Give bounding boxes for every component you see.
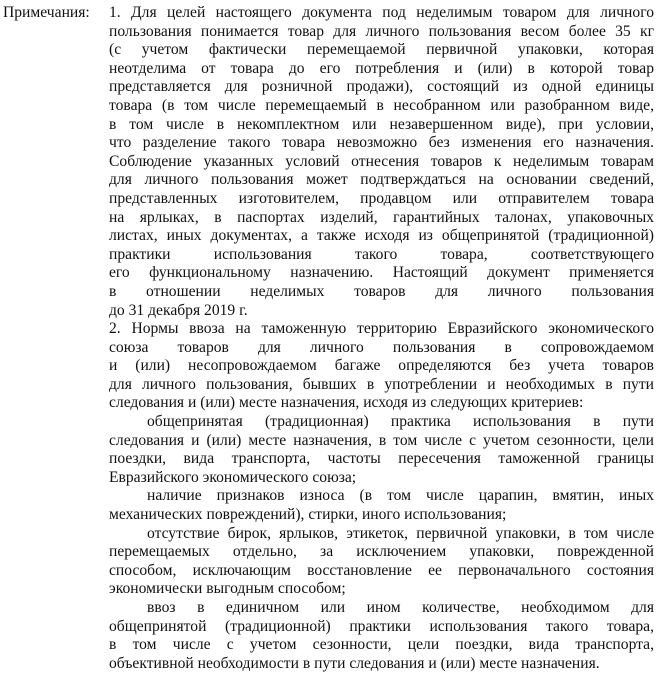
text-line: неотделима от товара до его потребления и (или) в которой товар <box>109 59 654 77</box>
text-line: листах, иных документах, а также исходя из общепринятой (традиционной) <box>109 227 654 245</box>
text-line: представленных изготовителем, продавцом или отправителем товара <box>109 189 654 207</box>
text-line: и (или) несопровождаемом багаже определяются без учета товаров <box>109 357 654 375</box>
notes-label: Примечания: <box>3 4 90 21</box>
text-line: 2. Нормы ввоза на таможенную территорию Евразийского экономического <box>109 320 654 338</box>
text-line: ввоз в единичном или ином количестве, необходимом для <box>147 599 654 616</box>
text-line: для личного пользования может подтверждаться на основании сведений, <box>109 171 654 189</box>
text-line: поездки, вида транспорта, частоты пересечения таможенной границы <box>109 450 654 468</box>
text-line: в том числе с учетом сезонности, цели поездки, вида транспорта, <box>109 636 654 654</box>
text-line: экономически выгодным способом; <box>109 580 346 598</box>
text-line: практики использования такого товара, соответствующего <box>109 245 654 263</box>
text-line: товара (в том числе перемещаемый в несобранном или разобранном виде, <box>109 96 654 114</box>
text-line: наличие признаков износа (в том числе царапин, вмятин, иных <box>147 487 654 505</box>
notes-body <box>109 4 654 673</box>
text-line: Соблюдение указанных условий отнесения товаров к неделимым товарам <box>109 152 654 170</box>
text-line: в том числе в некомплектном или незавершенном виде), при условии, <box>109 115 654 133</box>
text-line: представляется для розничной продажи), состоящий из одной единицы <box>109 78 654 96</box>
text-line: общепринятой (традиционной) практики использования такого товара, <box>109 617 654 635</box>
text-line: в отношении неделимых товаров для личного пользования <box>109 282 654 300</box>
text-line: следования и (или) месте назначения, исходя из следующих критериев: <box>109 394 584 412</box>
text-line: пользования понимается товар для личного пользования весом более 35 кг <box>109 22 654 40</box>
text-line: его функциональному назначению. Настоящий документ применяется <box>109 264 654 282</box>
text-line: для личного пользования, бывших в употреблении и необходимых в пути <box>109 375 654 393</box>
text-line: следования и (или) месте назначения, в том числе с учетом сезонности, цели <box>109 431 654 449</box>
text-line: (с учетом фактически перемещаемой первичной упаковки, которая <box>109 41 654 59</box>
text-line: 1. Для целей настоящего документа под неделимым товаром для личного <box>109 4 654 21</box>
text-line: механических повреждений), стирки, иного использования; <box>109 506 507 524</box>
text-line: что разделение такого товара невозможно без изменения его назначения. <box>109 134 654 152</box>
text-line: перемещаемых отдельно, за исключением упаковки, поврежденной <box>109 543 654 561</box>
text-line: способом, исключающим восстановление ее первоначального состояния <box>109 561 654 579</box>
text-line: общепринятая (традиционная) практика использования в пути <box>147 413 654 431</box>
text-line: на ярлыках, в паспортах изделий, гарантийных талонах, упаковочных <box>109 208 654 226</box>
text-line: объективной необходимости в пути следования и (или) месте назначения. <box>109 654 600 672</box>
text-line: союза товаров для личного пользования в сопровождаемом <box>109 338 654 356</box>
text-line: Евразийского экономического союза; <box>109 468 357 486</box>
text-line: отсутствие бирок, ярлыков, этикеток, первичной упаковки, в том числе <box>147 524 654 542</box>
text-line: до 31 декабря 2019 г. <box>109 301 248 319</box>
